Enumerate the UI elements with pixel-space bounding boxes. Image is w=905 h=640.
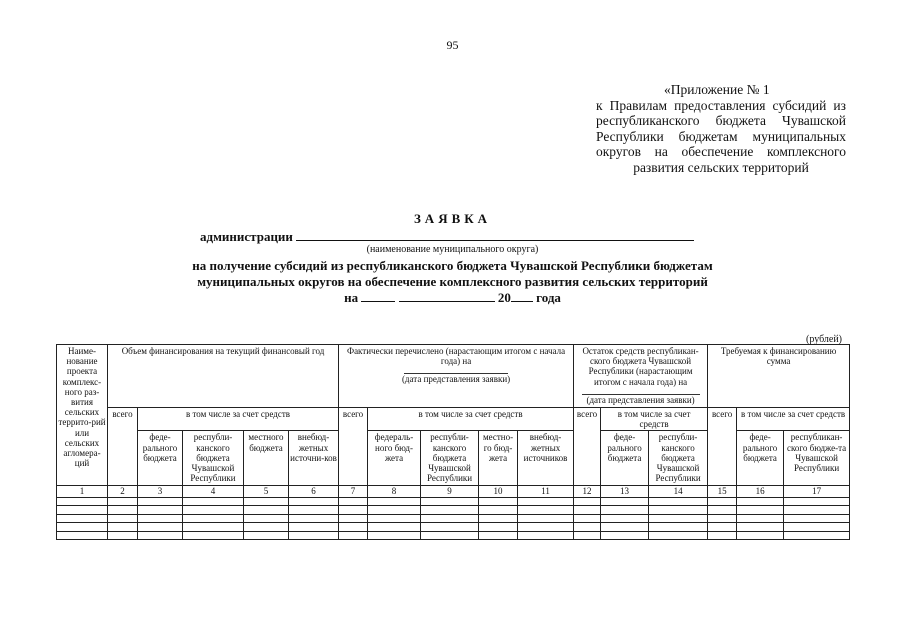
table-cell — [244, 523, 289, 532]
table-row — [57, 531, 850, 540]
table-cell — [784, 531, 850, 540]
header-republican: республи-канского бюджета Чувашской Республики — [421, 431, 479, 486]
header-federal: федераль-ного бюд-жета — [368, 431, 421, 486]
table-cell — [574, 523, 601, 532]
table-cell — [244, 506, 289, 515]
currency-note: (рублей) — [806, 334, 843, 345]
header-extrabudgetary: внебюд-жетных источни-ков — [289, 431, 339, 486]
table-cell — [421, 497, 479, 506]
appendix-line: «Приложение № 1 — [664, 82, 770, 97]
appendix-line: развития сельских территорий — [633, 159, 809, 175]
document-title: ЗАЯВКА — [413, 211, 492, 226]
header-federal: феде-рального бюджета — [601, 431, 649, 486]
table-cell — [138, 514, 183, 523]
table-cell — [339, 506, 368, 515]
column-number: 1 — [57, 486, 108, 497]
table-header-row — [57, 408, 850, 431]
column-number: 7 — [339, 486, 368, 497]
table-cell — [108, 506, 138, 515]
table-cell — [649, 497, 708, 506]
column-number: 3 — [138, 486, 183, 497]
table-cell — [183, 506, 244, 515]
table-cell — [138, 531, 183, 540]
table-cell — [479, 514, 518, 523]
table-cell — [289, 506, 339, 515]
table-cell — [421, 514, 479, 523]
column-number: 14 — [649, 486, 708, 497]
column-number: 17 — [784, 486, 850, 497]
header-including: в том числе за счет средств — [601, 408, 708, 431]
table-cell — [518, 506, 574, 515]
table-cell — [183, 531, 244, 540]
column-number: 4 — [183, 486, 244, 497]
column-number: 9 — [421, 486, 479, 497]
header-local: местно-го бюд-жета — [479, 431, 518, 486]
table-cell — [108, 497, 138, 506]
table-cell — [601, 531, 649, 540]
date-suffix: года — [536, 290, 561, 305]
table-cell — [601, 514, 649, 523]
column-number: 15 — [708, 486, 737, 497]
table-cell — [649, 531, 708, 540]
column-number: 16 — [737, 486, 784, 497]
header-required-amount: Требуемая к финансированию сумма — [708, 345, 850, 408]
date-blank — [404, 367, 508, 374]
header-republican: республикан-ского бюдже-та Чувашской Республики — [784, 431, 850, 486]
table-cell — [784, 514, 850, 523]
subject-line: на получение субсидий из республиканского бюджета Чувашской Республики бюджетам — [192, 258, 713, 273]
table-row — [57, 514, 850, 523]
header-federal: феде-рального бюджета — [138, 431, 183, 486]
table-cell — [708, 506, 737, 515]
header-financing-volume: Объем финансирования на текущий финансовый год — [108, 345, 339, 408]
appendix-line: Республики бюджетам муниципальных — [596, 128, 846, 144]
column-number: 6 — [289, 486, 339, 497]
table-cell — [183, 497, 244, 506]
table-cell — [57, 506, 108, 515]
table-cell — [479, 506, 518, 515]
table-cell — [368, 497, 421, 506]
table-cell — [737, 523, 784, 532]
table-cell — [737, 506, 784, 515]
header-federal: феде-рального бюджета — [737, 431, 784, 486]
header-total: всего — [108, 408, 138, 486]
table-cell — [518, 531, 574, 540]
administration-blank — [296, 229, 694, 241]
header-balance — [574, 345, 708, 408]
table-cell — [339, 514, 368, 523]
month-blank — [399, 290, 495, 302]
table-cell — [108, 514, 138, 523]
table-cell — [421, 506, 479, 515]
appendix-line: республиканского бюджета Чувашской — [596, 113, 846, 128]
table-cell — [737, 497, 784, 506]
header-total: всего — [574, 408, 601, 486]
table-cell — [57, 514, 108, 523]
table-cell — [183, 523, 244, 532]
table-cell — [784, 497, 850, 506]
table-header-row — [57, 345, 850, 408]
header-transferred-hint: (дата представления заявки) — [401, 374, 511, 385]
header-total: всего — [339, 408, 368, 486]
column-number: 13 — [601, 486, 649, 497]
appendix-line: к Правилам предоставления субсидий из — [596, 97, 846, 113]
table-cell — [574, 531, 601, 540]
table-cell — [368, 506, 421, 515]
table-cell — [339, 523, 368, 532]
table-cell — [574, 514, 601, 523]
table-cell — [57, 497, 108, 506]
table-cell — [601, 497, 649, 506]
column-number: 8 — [368, 486, 421, 497]
column-number-row — [57, 486, 850, 497]
table-cell — [479, 531, 518, 540]
header-project-name: Наиме-нование проекта комплекс-ного раз-вития сельских террито-рий или сельских агломера-ций — [57, 345, 108, 486]
table-cell — [574, 497, 601, 506]
table-cell — [108, 523, 138, 532]
header-balance-hint: (дата представления заявки) — [586, 394, 695, 405]
date-prefix: на — [344, 290, 359, 305]
application-table — [56, 344, 850, 540]
header-extrabudgetary: внебюд-жетных источников — [518, 431, 574, 486]
header-transferred — [339, 345, 574, 408]
table-cell — [574, 506, 601, 515]
table-cell — [737, 514, 784, 523]
appendix-line: округов на обеспечение комплексного — [596, 144, 846, 159]
header-total: всего — [708, 408, 737, 486]
table-cell — [518, 497, 574, 506]
column-number: 12 — [574, 486, 601, 497]
table-row — [57, 506, 850, 515]
table-cell — [108, 531, 138, 540]
column-number: 10 — [479, 486, 518, 497]
table-cell — [138, 497, 183, 506]
day-blank — [361, 290, 395, 302]
table-cell — [784, 523, 850, 532]
date-line — [0, 290, 905, 306]
table-cell — [368, 531, 421, 540]
header-local: местного бюджета — [244, 431, 289, 486]
header-including: в том числе за счет средств — [368, 408, 574, 431]
year-blank — [511, 290, 533, 302]
table-cell — [244, 531, 289, 540]
table-cell — [518, 523, 574, 532]
table-cell — [289, 497, 339, 506]
table-cell — [601, 506, 649, 515]
table-cell — [601, 523, 649, 532]
table-cell — [737, 531, 784, 540]
table-cell — [138, 523, 183, 532]
table-cell — [649, 514, 708, 523]
table-cell — [368, 514, 421, 523]
table-cell — [289, 523, 339, 532]
table-cell — [339, 531, 368, 540]
administration-label: администрации — [200, 229, 293, 244]
header-including: в том числе за счет средств — [138, 408, 339, 431]
table-cell — [183, 514, 244, 523]
table-cell — [244, 497, 289, 506]
table-cell — [289, 531, 339, 540]
table-cell — [649, 523, 708, 532]
table-cell — [784, 506, 850, 515]
header-republican: республи-канского бюджета Чувашской Республики — [649, 431, 708, 486]
table-cell — [421, 531, 479, 540]
table-cell — [708, 531, 737, 540]
year-prefix: 20 — [497, 290, 511, 305]
table-cell — [289, 514, 339, 523]
column-number: 2 — [108, 486, 138, 497]
table-cell — [138, 506, 183, 515]
table-cell — [421, 523, 479, 532]
subject-block — [0, 258, 905, 306]
table-cell — [368, 523, 421, 532]
administration-line — [200, 229, 694, 245]
table-cell — [708, 497, 737, 506]
table-row — [57, 497, 850, 506]
table-cell — [708, 514, 737, 523]
table-row — [57, 523, 850, 532]
appendix-block — [596, 82, 846, 175]
table-cell — [649, 506, 708, 515]
header-transferred-text: Фактически перечислено (нарастающим итогом с начала года) на — [346, 346, 566, 367]
table-cell — [479, 497, 518, 506]
table-cell — [479, 523, 518, 532]
column-number: 11 — [518, 486, 574, 497]
date-blank — [582, 388, 700, 395]
table-cell — [57, 523, 108, 532]
header-including: в том числе за счет средств — [737, 408, 850, 431]
table-cell — [339, 497, 368, 506]
administration-hint: (наименование муниципального округа) — [366, 244, 539, 255]
table-cell — [57, 531, 108, 540]
page-number: 95 — [446, 38, 459, 52]
header-republican: республи-канского бюджета Чувашской Республики — [183, 431, 244, 486]
column-number: 5 — [244, 486, 289, 497]
table-cell — [518, 514, 574, 523]
subject-line: муниципальных округов на обеспечение комплексного развития сельских территорий — [197, 274, 708, 289]
table-cell — [708, 523, 737, 532]
table-cell — [244, 514, 289, 523]
header-balance-text: Остаток средств республикан-ского бюджета Чувашской Республики (нарастающим итогом с начала года) на — [582, 346, 699, 387]
